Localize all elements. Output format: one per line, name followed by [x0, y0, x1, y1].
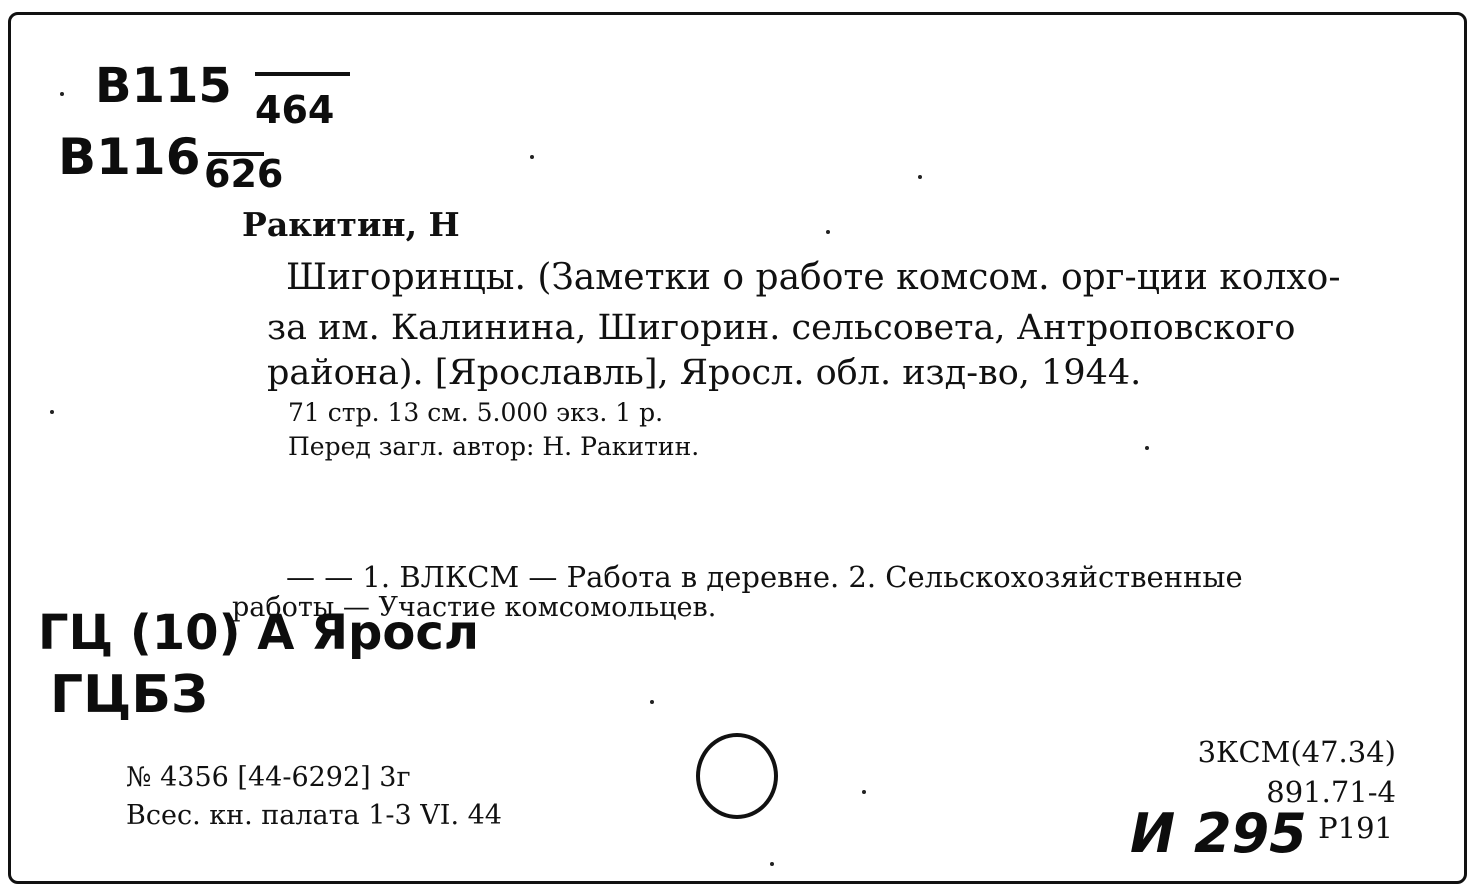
speck — [770, 862, 774, 866]
physical-description: 71 стр. 13 см. 5.000 экз. 1 р. — [288, 398, 664, 427]
handwritten-call-number-1: B115 — [95, 58, 232, 114]
title-line-2: за им. Калинина, Шигорин. сельсовета, Антроповского — [267, 308, 1296, 348]
speck — [862, 790, 866, 794]
title-line-1: Шигоринцы. (Заметки о работе комсом. орг-ции колхо- — [286, 257, 1341, 298]
speck — [650, 700, 654, 704]
subject-headings-line-1: — — 1. ВЛКСМ — Работа в деревне. 2. Сельскохозяйственные — [286, 560, 1243, 594]
handwritten-call-number-2: B116 — [58, 128, 201, 186]
author-heading: Ракитин, Н — [242, 205, 460, 244]
handwritten-call-number-2-suffix: 626 — [204, 152, 284, 196]
speck — [918, 175, 922, 179]
subject-headings-line-2: работы — Участие комсомольцев. — [232, 592, 717, 623]
speck — [826, 230, 830, 234]
registry-number: № 4356 [44-6292] 3г — [126, 762, 411, 793]
handwritten-location-1: ГЦ (10) А Яросл — [38, 605, 479, 661]
handwritten-call-number-1-suffix: 464 — [255, 88, 335, 132]
classification-code-1: 3КСМ(47.34) — [1197, 735, 1396, 769]
classification-code-3: Р191 — [1318, 811, 1393, 845]
registry-chamber: Всес. кн. палата 1-3 VI. 44 — [126, 800, 502, 831]
fraction-bar — [255, 72, 350, 76]
stamp-circle — [696, 733, 778, 819]
speck — [50, 410, 54, 414]
handwritten-location-2: ГЦБЗ — [50, 665, 208, 725]
classification-code-2: 891.71-4 — [1266, 775, 1396, 809]
author-note: Перед загл. автор: Н. Ракитин. — [288, 432, 700, 461]
speck — [60, 92, 64, 96]
speck — [530, 155, 534, 159]
title-line-3: района). [Ярославль], Яросл. обл. изд-во, 1944. — [267, 353, 1142, 393]
speck — [1145, 446, 1149, 450]
handwritten-inventory-number: И 295 — [1130, 802, 1307, 865]
